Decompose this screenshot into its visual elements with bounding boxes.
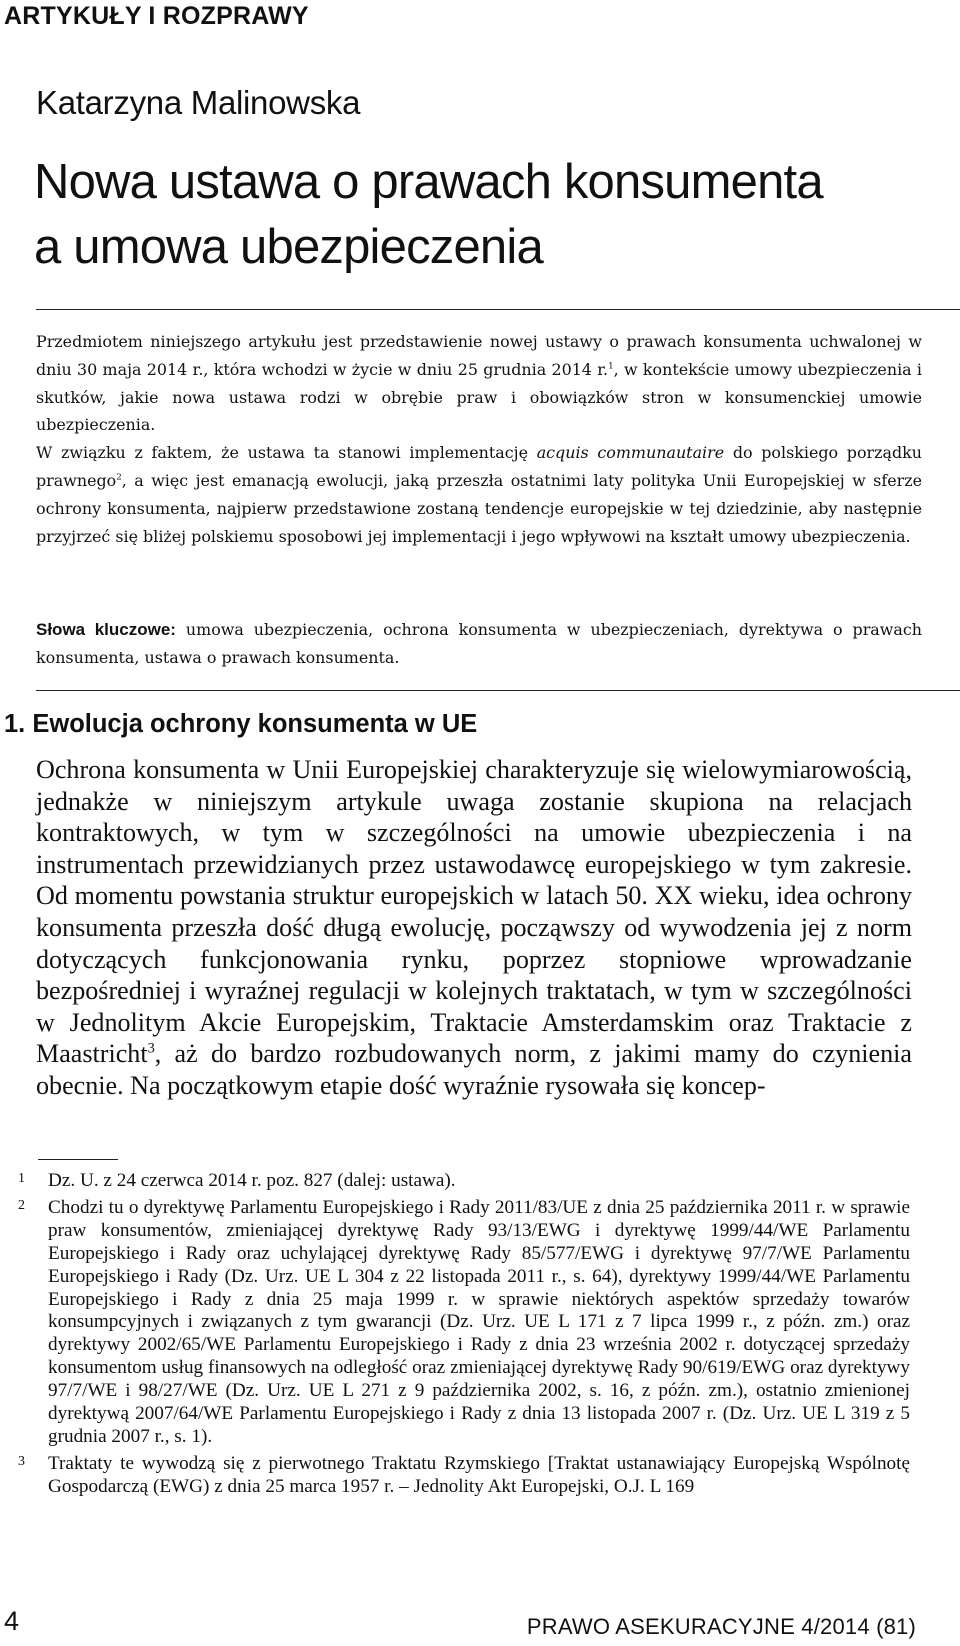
title-line-2: a umowa ubezpieczenia — [34, 220, 543, 274]
footnote-divider — [38, 1159, 118, 1160]
middle-divider — [36, 690, 960, 691]
footnote-number: 3 — [18, 1453, 25, 1469]
footnote-ref-3[interactable]: 3 — [147, 1040, 155, 1057]
footnote-ref-2[interactable]: 2 — [116, 472, 122, 483]
keywords — [36, 616, 922, 672]
abstract-paragraph-1: Przedmiotem niniejszego artykułu jest przedstawienie nowej ustawy o prawach konsumenta uchwalonej w dniu 30 maja 2014 r., która wchodzi w życie w dniu 25 grudnia 2014 r.$^1$, w kontekście umowy ubezpieczenia i skutków, jakie nowa ustawa rodzi w obrębie praw i obowiązków stron w konsumenckiej umowie ubezpieczenia. — [36, 332, 923, 435]
keywords-text: umowa ubezpieczenia, ochrona konsumenta w ubezpieczeniach, dyrektywa o prawach konsumenta, ustawa o prawach konsumenta. — [36, 620, 922, 667]
section-label: ARTYKUŁY I ROZPRAWY — [4, 2, 309, 30]
footnote-number: 2 — [18, 1197, 25, 1213]
footnote-2 — [10, 1197, 910, 1449]
footnote-number: 1 — [18, 1171, 25, 1186]
keywords-label: Słowa kluczowe: — [36, 620, 176, 639]
footnote-text: Chodzi tu o dyrektywę Parlamentu Europejskiego i Rady 2011/83/UE z dnia 25 października 2011 r. w sprawie praw konsumentów, zmieniającej dyrektywę Rady 93/13/EWG i dyrektywę 1999/44/WE Parlamentu Europejskiego i Rady oraz uchylającej dyrektywę Rady 85/577/EWG i dyrektywę 97/7/WE Parlamentu Europejskiego i Rady (Dz. Urz. UE L 304 z 22 listopada 2011 r., s. 64), dyrektywy 1999/44/WE Parlamentu Europejskiego i Rady z dnia 25 maja 1999 r. w sprawie niektórych aspektów sprzedaży towarów konsumpcyjnych i związanych z tym gwarancji (Dz. Urz. UE L 171 z 7 lipca 1999 r., z późn. zm.) oraz dyrektywy 2002/65/WE Parlamentu Europejskiego i Rady z dnia 23 września 2002 r. dotyczącej sprzedaży konsumentom usług finansowych na odległość oraz zmieniającej dyrektywę Rady 90/619/EWG oraz dyrektywy 97/7/WE i 98/27/WE (Dz. Urz. UE L 271 z 9 października 2002, s. 16, z późn. zm.), ostatnio zmienionej dyrektywą 2007/64/WE Parlamentu Europejskiego i Rady z dnia 13 listopada 2007 r. (Dz. Urz. UE L 319 z 5 grudnia 2007 r., s. 1). — [48, 1196, 910, 1447]
footnote-text: Dz. U. z 24 czerwca 2014 r. poz. 827 (dalej: ustawa). — [48, 1170, 456, 1191]
journal-name: PRAWO ASEKURACYJNE 4/2014 (81) — [526, 1614, 916, 1639]
title-line-1: Nowa ustawa o prawach konsumenta — [34, 155, 823, 209]
footnote-ref-1[interactable]: 1 — [608, 361, 614, 372]
author-name: Katarzyna Malinowska — [36, 84, 361, 121]
abstract — [36, 328, 922, 550]
page-number: 4 — [4, 1606, 20, 1636]
footnote-text: Traktaty te wywodzą się z pierwotnego Traktatu Rzymskiego [Traktat ustanawiający Europejską Wspólnotę Gospodarczą (EWG) z dnia 25 marca 1957 r. – Jednolity Akt Europejski, O.J. L 169 — [48, 1452, 910, 1497]
footnotes — [10, 1170, 910, 1503]
article-title — [34, 150, 934, 280]
top-divider — [36, 309, 960, 310]
latin-term: acquis communautaire — [536, 443, 725, 463]
footnote-1 — [10, 1170, 910, 1193]
abstract-paragraph-2: W związku z faktem, że ustawa ta stanowi implementację acquis communautaire do polskiego porządku prawnego$^2$, a więc jest emanacją ewolucji, jaką przeszła ostatnimi laty polityka Unii Europejskiej w sferze ochrony konsumenta, najpierw przedstawione zostaną tendencje europejskie w tej dziedzinie, aby następnie przyjrzeć się bliżej polskiemu sposobowi jej implementacji i jego wpływowi na kształt umowy ubezpieczenia. — [36, 443, 922, 546]
body-paragraph: Ochrona konsumenta w Unii Europejskiej charakteryzuje się wielowymiarowością, jednakże w niniejszym artykule uwaga zostanie skupiona na relacjach kontraktowych, w tym w szczególności na umowie ubezpieczenia i na instrumentach przewidzianych przez ustawodawcę europejskiego w tym zakresie. Od momentu powstania struktur europejskich w latach 50. XX wieku, idea ochrony konsumenta przeszła dość długą ewolucję, począwszy od wywodzenia jej z norm dotyczących funkcjonowania rynku, poprzez stopniowe wprowadzanie bezpośredniej i wyraźnej regulacji w kolejnych traktatach, w tym w szczególności w Jednolitym Akcie Europejskim, Traktacie Amsterdamskim oraz Traktacie z Maastricht$^3$, aż do bardzo rozbudowanych norm, z jakimi mamy do czynienia obecnie. Na początkowym etapie dość wyraźnie rysowała się koncep- — [36, 755, 912, 1100]
section-heading: 1. Ewolucja ochrony konsumenta w UE — [4, 710, 478, 738]
footnote-3 — [10, 1453, 910, 1499]
